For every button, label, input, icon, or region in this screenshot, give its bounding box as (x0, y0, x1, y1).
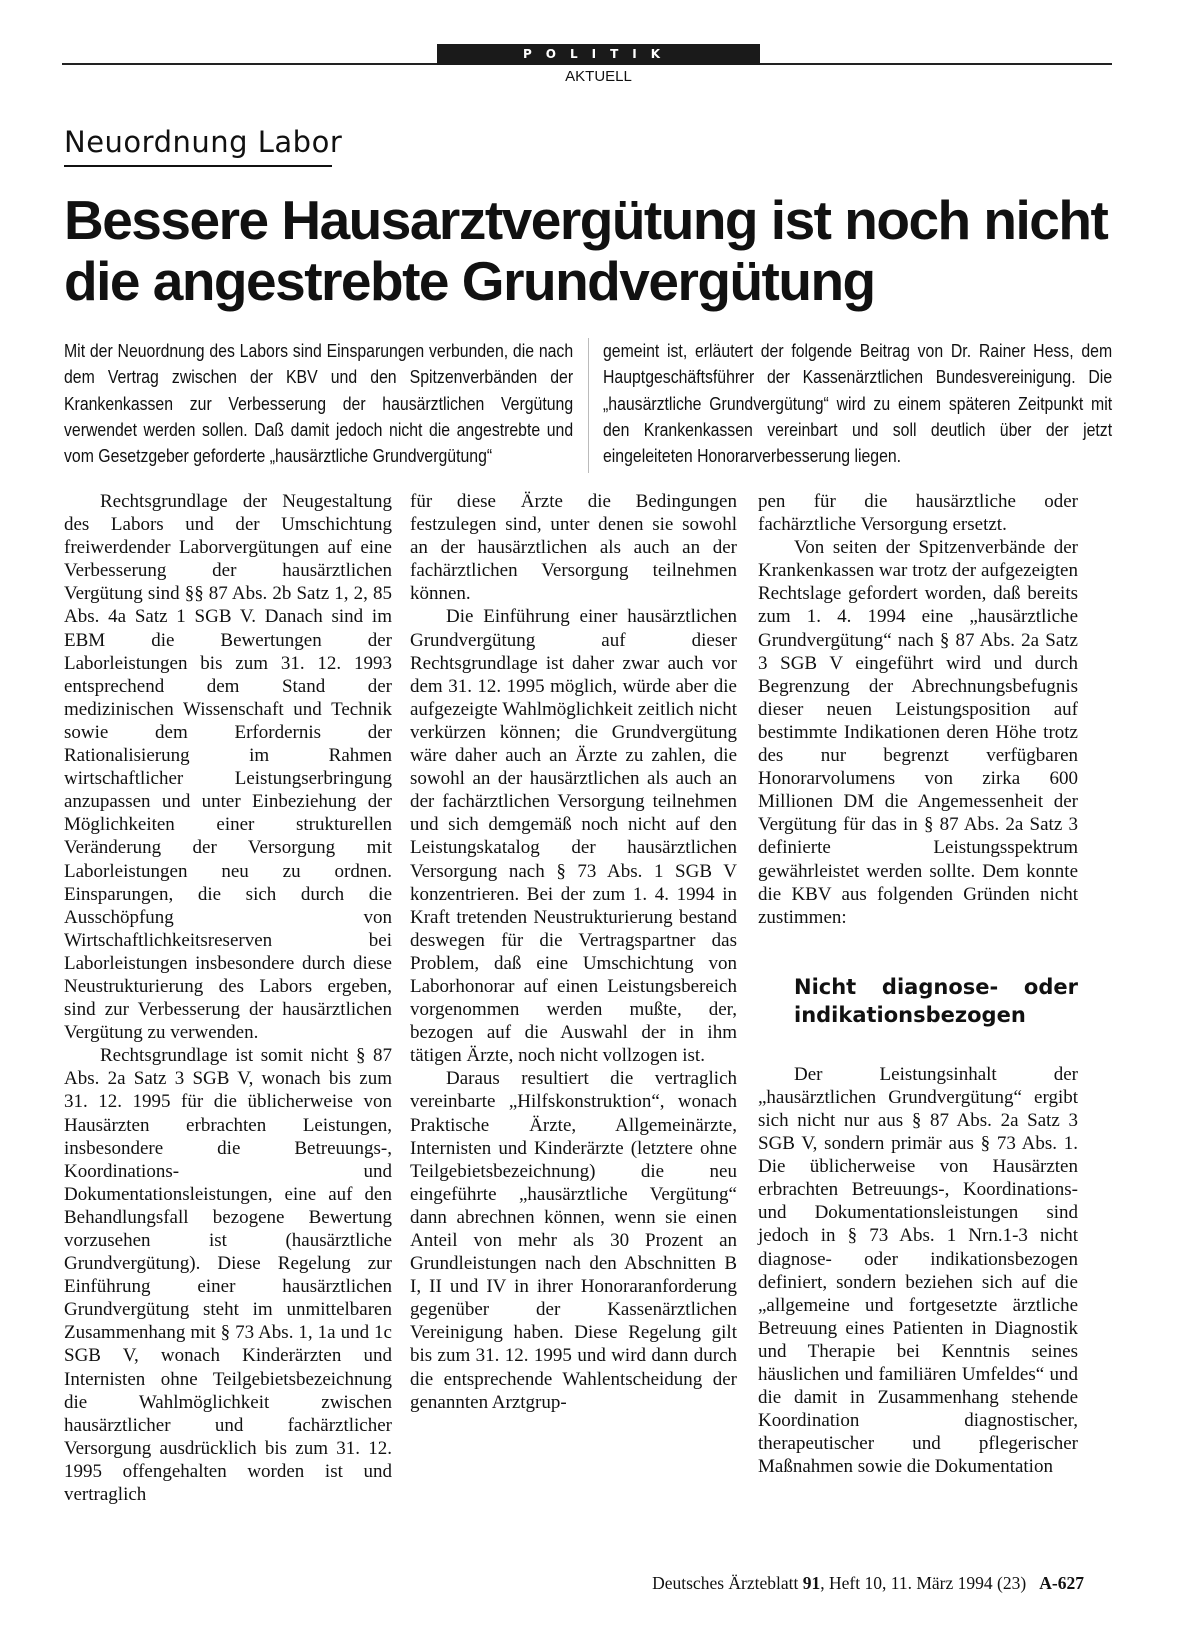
paragraph: Der Leistungsinhalt der „hausärztlichen Grundvergütung“ ergibt sich nicht nur aus § 87 Abs. 2a Satz 3 SGB V, sondern primär aus § 73 Abs. 1. Die üblicherweise von Hausärzten erbrachten Betreuungs-, Koordinations- und Dokumentationsleistungen sind jedoch in § 73 Abs. 1 Nrn.1-3 nicht diagnose- oder indikationsbezogen definiert, sondern beziehen sich auf die „allgemeine und fortgesetzte ärztliche Betreuung eines Patienten in Diagnostik und Therapie bei Kenntnis seines häuslichen und familiären Umfeldes“ und die damit in Zusammenhang stehende Koordination diagnostischer, therapeutischer und pflegerischer Maßnahmen sowie die Dokumentation (758, 1063, 1078, 1478)
paragraph: Rechtsgrundlage ist somit nicht § 87 Abs. 2a Satz 3 SGB V, wonach bis zum 31. 12. 1995 für die üblicherweise von Hausärzten erbrachten Leistungen, insbesondere die Betreuungs-, Koordinations- und Dokumentationsleistungen, eine auf den Behandlungsfall bezogene Bewertung vorzusehen ist (hausärztliche Grundvergütung). Diese Regelung zur Einführung einer hausärztlichen Grundvergütung steht im unmittelbaren Zusammenhang mit § 73 Abs. 1, 1a und 1c SGB V, wonach Kinderärzten und Internisten ohne Teilgebietsbezeichnung die Wahlmöglichkeit zwischen hausärztlicher und fachärztlicher Versorgung ausdrücklich bis zum 31. 12. 1995 offengehalten worden ist und vertraglich (64, 1045, 392, 1506)
article-title: Bessere Hausarztvergütung ist noch nicht die angestrebte Grundvergütung (64, 189, 1108, 312)
paragraph: Von seiten der Spitzenverbände der Krankenkassen war trotz der aufgezeigten Rechtslage gefordert worden, daß bereits zum 1. 4. 1994 eine „hausärztliche Grundvergütung“ nach § 87 Abs. 2a Satz 3 SGB V eingeführt wird und durch Begrenzung der Abrechnungsbefugnis dieser neuen Leistungsposition auf bestimmte Indikationen deren Höhe trotz des nur begrenzt verfügbaren Honorarvolumens von zirka 600 Millionen DM die Angemessenheit der Vergütung für das in § 87 Abs. 2a Satz 3 definierte Leistungsspektrum gewährleistet werden sollte. Dem konnte die KBV aus folgenden Gründen nicht zustimmen: (758, 537, 1078, 928)
section-subheading: Nicht diagnose- oder indikationsbezogen (794, 974, 1078, 1027)
body-column-3 (758, 490, 1078, 1478)
volume-number: 91 (802, 1573, 821, 1593)
paragraph: pen für die hausärztliche oder fachärztliche Versorgung ersetzt. (758, 491, 1078, 536)
lead-column-1: Mit der Neuordnung des Labors sind Einsparungen verbunden, die nach dem Vertrag zwischen der KBV und den Spitzenverbänden der Krankenkassen zur Verbesserung der hausärztlichen Vergütung verwendet werden sollen. Daß damit jedoch nicht die angestrebte und vom Gesetzgeber geforderte „hausärztliche Grundvergütung“ (64, 340, 574, 467)
paragraph: für diese Ärzte die Bedingungen festzulegen sind, unter denen sie sowohl an der hausärztlichen als auch an der fachärztlichen Versorgung teilnehmen können. (410, 491, 737, 605)
paragraph: Die Einführung einer hausärztlichen Grundvergütung auf dieser Rechtsgrundlage ist daher zwar auch vor dem 31. 12. 1995 möglich, würde aber die aufgezeigte Wahlmöglichkeit zeitlich nicht verkürzen können; die Grundvergütung wäre daher auch an Ärzte zu zahlen, die sowohl an der hausärztlichen als auch an der fachärztlichen Versorgung teilnehmen und sich demgemäß noch nicht auf den Leistungskatalog der hausärztlichen Versorgung nach § 73 Abs. 1 SGB V konzentrieren. Bei der zum 1. 4. 1994 in Kraft tretenden Neustrukturierung bestand deswegen für die Vertragspartner das Problem, daß eine Umschichtung von Laborhonorar auf einen Leistungsbereich vorgenommen werden mußte, der, bezogen auf die Auswahl der in ihm tätigen Ärzte, noch nicht vollzogen ist. (410, 606, 737, 1067)
kicker-underline (64, 165, 332, 167)
body-column-1 (64, 490, 392, 1506)
lead-divider (588, 338, 589, 473)
page-number: A-627 (1039, 1573, 1084, 1593)
section-label: POLITIK (437, 44, 760, 65)
subsection-label: AKTUELL (565, 68, 632, 85)
lead-column-2: gemeint ist, erläutert der folgende Beitrag von Dr. Rainer Hess, dem Hauptgeschäftsführer der Kassenärztlichen Bundesvereinigung. Die „hausärztliche Grundvergütung“ wird zu einem späteren Zeitpunkt mit den Krankenkassen vereinbart und soll deutlich über der jetzt eingeleiteten Honorarverbesserung liegen. (603, 340, 1113, 467)
issue-info: , Heft 10, 11. März 1994 (23) (820, 1573, 1027, 1593)
body-column-2 (410, 490, 737, 1414)
paragraph: Rechtsgrundlage der Neugestaltung des Labors und der Umschichtung freiwerdender Laborvergütungen auf eine Verbesserung der hausärztlichen Vergütung sind §§ 87 Abs. 2b Satz 1, 2, 85 Abs. 4a Satz 1 SGB V. Danach sind im EBM die Bewertungen der Laborleistungen bis zum 31. 12. 1993 entsprechend dem Stand der medizinischen Wissenschaft und Technik sowie dem Erfordernis der Rationalisierung im Rahmen wirtschaftlicher Leistungserbringung anzupassen und unter Einbeziehung der Möglichkeiten einer strukturellen Veränderung der Versorgung mit Laborleistungen neu zu ordnen. Einsparungen, die sich durch die Ausschöpfung von Wirtschaftlichkeitsreserven bei Laborleistungen insbesondere durch diese Neustrukturierung des Labors ergeben, sind zur Verbesserung der hausärztlichen Vergütung zu verwenden. (64, 491, 392, 1044)
journal-name: Deutsches Ärzteblatt (652, 1573, 799, 1593)
page-footer (594, 1573, 1084, 1594)
article-kicker: Neuordnung Labor (64, 125, 343, 159)
paragraph: Daraus resultiert die vertraglich vereinbarte „Hilfskonstruktion“, wonach Praktische Ärzte, Allgemeinärzte, Internisten und Kinderärzte (letztere ohne Teilgebietsbezeichnung) die neu eingeführte „hausärztliche Vergütung“ dann abrechnen können, wenn sie einen Anteil von mehr als 30 Prozent an Grundleistungen nach den Abschnitten B I, II und IV in ihrer Honoraranforderung gegenüber der Kassenärztlichen Vereinigung haben. Diese Regelung gilt bis zum 31. 12. 1995 und wird dann durch die entsprechende Wahlentscheidung der genannten Arztgrup- (410, 1068, 737, 1413)
